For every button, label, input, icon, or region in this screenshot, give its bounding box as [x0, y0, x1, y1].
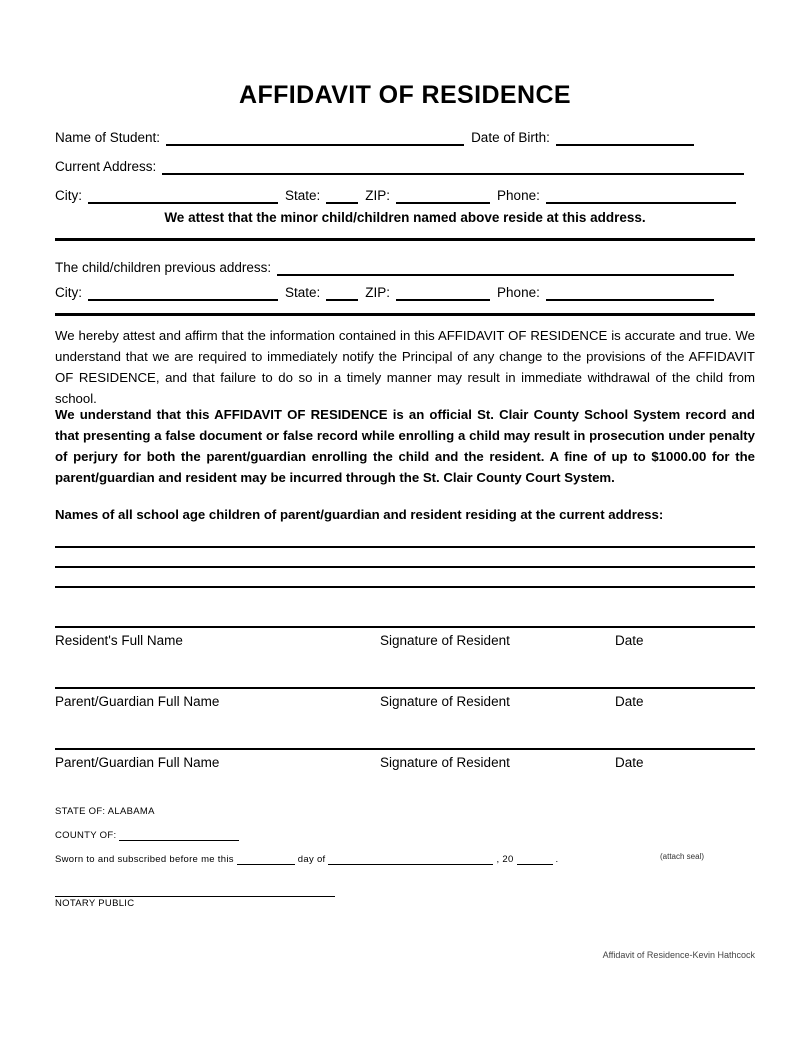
previous-city-input[interactable] — [88, 285, 278, 301]
document-footer: Affidavit of Residence-Kevin Hathcock — [602, 950, 755, 960]
previous-phone-input[interactable] — [546, 285, 714, 301]
parent-guardian-full-name-label-1: Parent/Guardian Full Name — [55, 694, 220, 709]
sworn-day-of-label: day of — [297, 854, 326, 865]
notary-sworn-row — [55, 854, 558, 865]
signature-of-resident-label-3: Signature of Resident — [380, 755, 510, 770]
student-name-label: Name of Student: — [55, 130, 161, 145]
phone-input[interactable] — [546, 188, 736, 204]
signature-labels-1 — [55, 633, 755, 651]
separator-before-body — [55, 313, 755, 316]
previous-address-row — [55, 256, 755, 276]
current-address-label: Current Address: — [55, 159, 157, 174]
child-name-line-2[interactable] — [55, 566, 755, 568]
previous-phone-label: Phone: — [497, 285, 540, 300]
child-name-line-1[interactable] — [55, 546, 755, 548]
previous-zip-input[interactable] — [396, 285, 490, 301]
state-input[interactable] — [326, 188, 358, 204]
signature-labels-3 — [55, 755, 755, 773]
signature-rule-2[interactable] — [55, 687, 755, 689]
signature-rule-3[interactable] — [55, 748, 755, 750]
attestation-statement: We attest that the minor child/children named above reside at this address. — [164, 210, 646, 225]
signature-of-resident-label-2: Signature of Resident — [380, 694, 510, 709]
sworn-year-input[interactable] — [517, 854, 553, 865]
current-address-input[interactable] — [162, 159, 744, 175]
attach-seal-note: (attach seal) — [660, 852, 705, 861]
county-of-input[interactable] — [119, 830, 239, 841]
zip-input[interactable] — [396, 188, 490, 204]
state-label: State: — [285, 188, 321, 203]
notary-signature-input[interactable] — [55, 896, 335, 897]
date-label-3: Date — [615, 755, 644, 770]
resident-full-name-label: Resident's Full Name — [55, 633, 183, 648]
page-title: AFFIDAVIT OF RESIDENCE — [239, 81, 571, 109]
date-of-birth-input[interactable] — [556, 130, 694, 146]
date-label-1: Date — [615, 633, 644, 648]
state-of-label: STATE OF: ALABAMA — [55, 806, 155, 817]
separator-after-attestation — [55, 238, 755, 241]
city-label: City: — [55, 188, 82, 203]
sworn-period-label: . — [555, 854, 559, 865]
notary-public-label: NOTARY PUBLIC — [55, 898, 135, 909]
notary-state-row — [55, 806, 155, 817]
previous-state-label: State: — [285, 285, 321, 300]
phone-label: Phone: — [497, 188, 540, 203]
children-heading: Names of all school age children of parent/guardian and resident residing at the current address: — [55, 507, 664, 522]
current-address-row — [55, 155, 755, 175]
parent-guardian-full-name-label-2: Parent/Guardian Full Name — [55, 755, 220, 770]
notary-county-row — [55, 830, 242, 841]
zip-label: ZIP: — [365, 188, 391, 203]
student-name-row — [55, 126, 755, 146]
child-name-line-3[interactable] — [55, 586, 755, 588]
sworn-prefix-label: Sworn to and subscribed before me this — [55, 854, 234, 865]
sworn-month-input[interactable] — [328, 854, 493, 865]
signature-labels-2 — [55, 694, 755, 712]
sworn-day-input[interactable] — [237, 854, 295, 865]
previous-zip-label: ZIP: — [365, 285, 391, 300]
city-input[interactable] — [88, 188, 278, 204]
date-of-birth-label: Date of Birth: — [471, 130, 550, 145]
county-of-label: COUNTY OF: — [55, 830, 117, 841]
attest-paragraph: We hereby attest and affirm that the information contained in this AFFIDAVIT OF RESIDENCE is accurate and true. We understand that we are required to immediately notify the Principal of any change to the provisions of the AFFIDAVIT OF RESIDENCE, and that failure to do so in a timely manner may result in immediate withdrawal of the child from school. — [55, 328, 755, 406]
previous-state-input[interactable] — [326, 285, 358, 301]
signature-rule-1[interactable] — [55, 626, 755, 628]
previous-city-row — [55, 281, 755, 301]
signature-of-resident-label-1: Signature of Resident — [380, 633, 510, 648]
legal-warning-paragraph: We understand that this AFFIDAVIT OF RESIDENCE is an official St. Clair County School System record and that presenting a false document or false record while enrolling a child may result in prosecution under penalty of perjury for both the parent/guardian enrolling the child and the resident. A fine of up to $1000.00 for the parent/guardian and resident may be incurred through the St. Clair County Court System. — [55, 407, 755, 485]
student-city-row — [55, 184, 755, 204]
date-label-2: Date — [615, 694, 644, 709]
previous-address-input[interactable] — [277, 260, 734, 276]
previous-city-label: City: — [55, 285, 82, 300]
student-name-input[interactable] — [166, 130, 464, 146]
sworn-year-prefix-label: , 20 — [496, 854, 514, 865]
previous-address-label: The child/children previous address: — [55, 260, 272, 275]
